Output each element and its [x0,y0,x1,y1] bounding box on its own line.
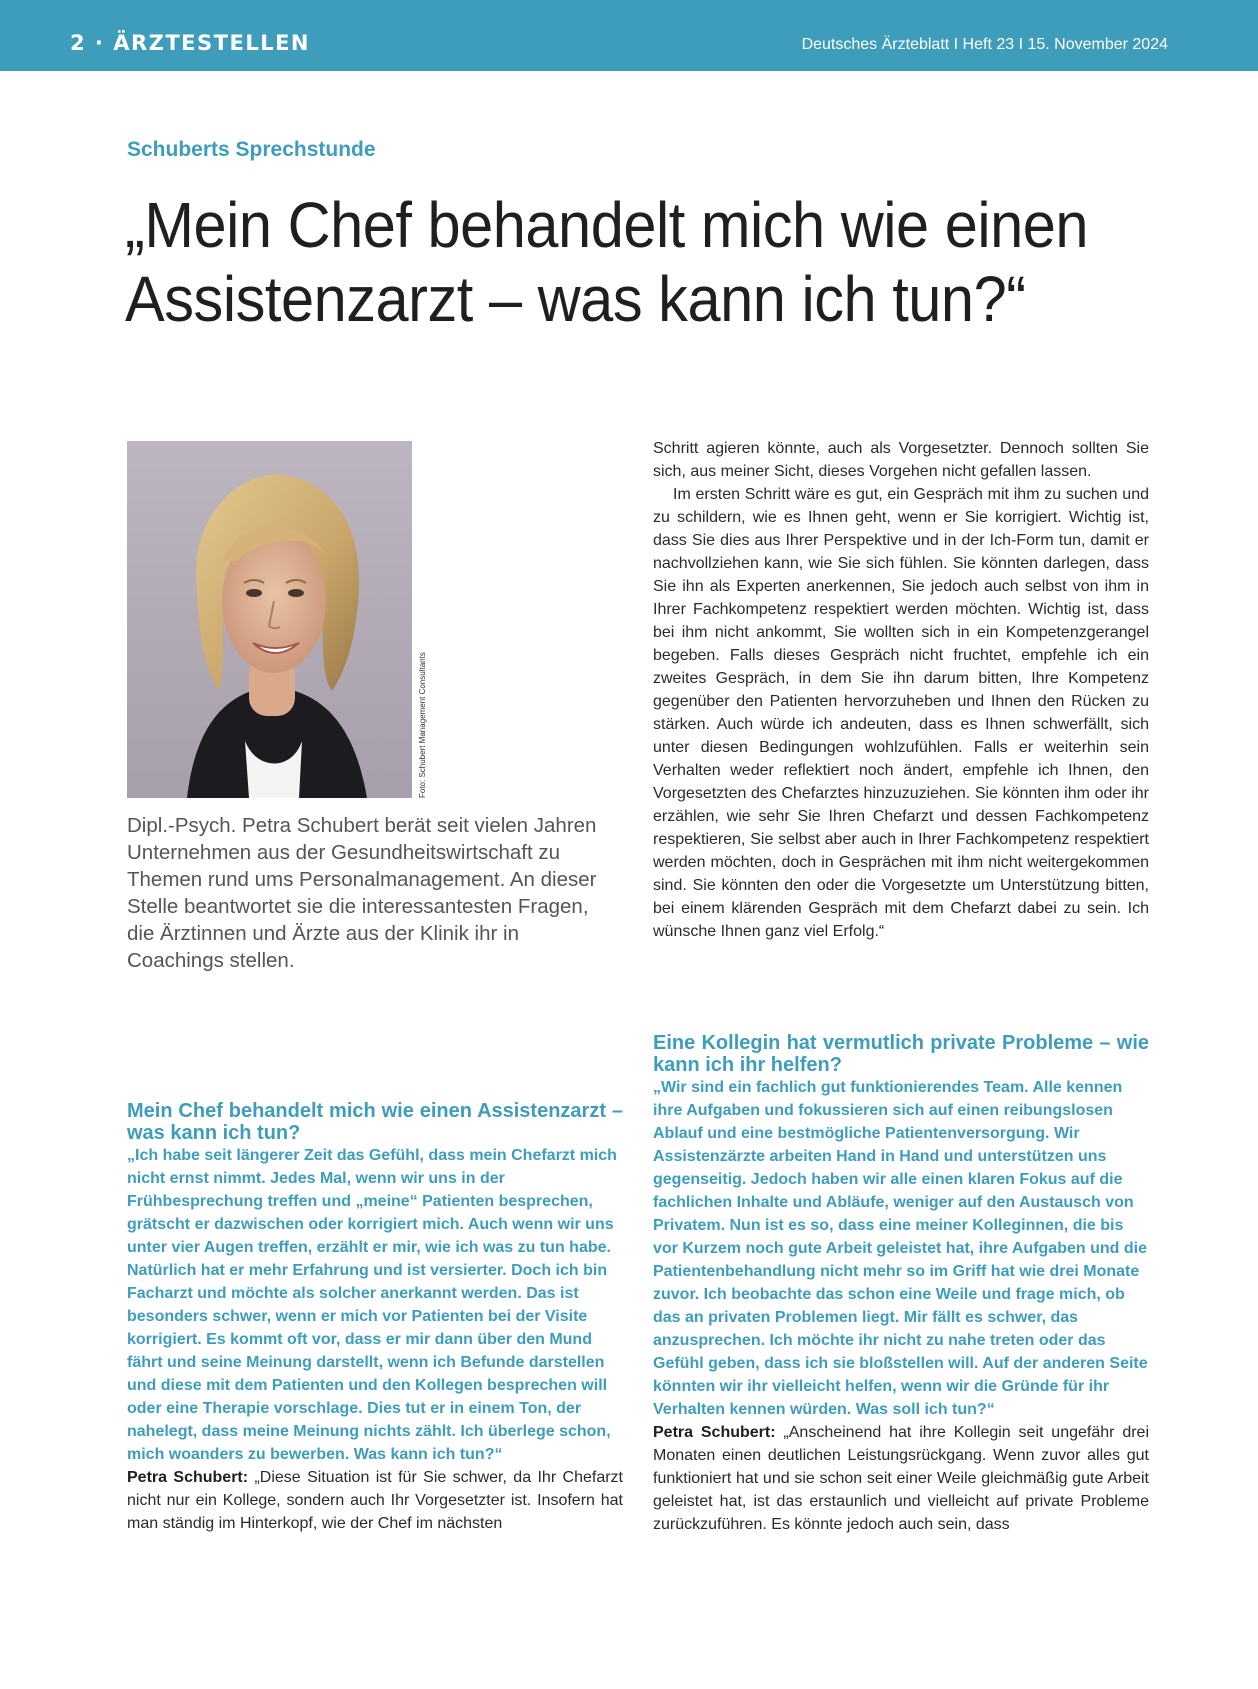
photo-credit: Foto: Schubert Management Consultants [418,652,427,798]
author-portrait [127,441,412,798]
answer-main-paragraph: Im ersten Schritt wäre es gut, ein Gespräch mit ihm zu suchen und zu schildern, wie es Ihnen geht, wenn er Sie korrigiert. Wichtig ist, dass Sie dies aus Ihrer Perspektive und in der Ich-Form tun, damit er nachvollziehen kann, wie Sie sich fühlen. Sie könnten darlegen, dass Sie ihn als Experten anerkennen, Sie jedoch auch selbst von ihm in Ihrer Fachkompetenz respektiert werden möchten. Wichtig ist, dass bei ihm nicht ankommt, Sie wollten sich in ein Kompetenzgerangel begeben. Falls dieses Gespräch nicht fruchtet, empfehle ich ein zweites Gespräch, in dem Sie ihn darum bitten, Ihre Kompetenz gegenüber den Patienten hervorzuheben und Ihnen den Rücken zu stärken. Auch würde ich andeuten, dass es Ihnen schwerfällt, sich unter diesen Bedingungen wohlzufühlen. Falls er weiterhin sein Verhalten weder reflektiert noch ändert, empfehle ich Ihnen, den Vorgesetzten des Chefarztes hinzuzuziehen. Sie könnten ihm oder ihr erzählen, wie sehr Sie Ihren Chefarzt und dessen Fachkompetenz respektieren, Sie selbst aber auch in Ihrer Fachkompetenz respektiert werden möchten, doch in Gesprächen mit ihm nicht weitergekommen sind. Sie könnten den oder die Vorgesetzte um Unterstützung bitten, bei einem klärenden Gespräch mit dem Chefarzt dabei zu sein. Ich wünsche Ihnen ganz viel Erfolg.“ [653,486,1149,940]
question-1-text: „Ich habe seit längerer Zeit das Gefühl, dass mein Chefarzt mich nicht ernst nimmt. Jedes Mal, wenn wir uns in der Frühbesprechung treffen und „meine“ Patienten besprechen, grätscht er dazwischen oder korrigiert mich. Auch wenn wir uns unter vier Augen treffen, erzählt er mir, wie ich was zu tun habe. Natürlich hat er mehr Erfahrung und ist versierter. Doch ich bin Facharzt und möchte als solcher anerkannt werden. Das ist besonders schwer, wenn er mich vor Patienten bei der Visite korrigiert. Es kommt oft vor, dass er mir dann über den Mund fährt und seine Meinung darstellt, wenn ich Befunde darstellen und diese mit dem Patienten und den Kollegen besprechen will oder eine Therapie vorschlage. Dies tut er in einem Ton, der nahelegt, dass meine Meinung nichts zählt. Ich überlege schon, mich woanders zu bewerben. Was kann ich tun?“ [127,1147,617,1463]
section-label: 2 · ÄRZTESTELLEN [70,31,311,55]
answer-2-text: „Anscheinend hat ihre Kollegin seit ungefähr drei Monaten einen deutlichen Leistungsrückgang. Wenn zuvor alles gut funktioniert hat und sie schon seit einer Weile gleichmäßig gute Arbeit geleistet hat, ist das erstaunlich und vielleicht auf private Probleme zurückzuführen. Es könnte jedoch auch sein, dass [653,1424,1150,1533]
page-header [0,0,1258,71]
question-2-block [653,1032,1149,1536]
headline-line-1: „Mein Chef behandelt mich wie einen [125,189,1089,261]
question-2-text: „Wir sind ein fachlich gut funktionierendes Team. Alle kennen ihre Aufgaben und fokussieren sich auf einen reibungslosen Ablauf und eine bestmögliche Patientenversorgung. Wir Assistenzärzte arbeiten Hand in Hand und unterstützen uns gegenseitig. Jedoch haben wir alle einen klaren Fokus auf die fachlichen Inhalte und Abläufe, weniger auf den Austausch von Privatem. Nun ist es so, dass eine meiner Kolleginnen, die bis vor Kurzem noch gute Arbeit geleistet hat, ihre Aufgaben und die Patientenbehandlung nicht mehr so im Griff hat wie drei Monate zuvor. Ich beobachte das schon eine Weile und frage mich, ob das an privaten Problemen liegt. Mir fällt es schwer, das anzusprechen. Ich möchte ihr nicht zu nahe treten oder das Gefühl geben, dass ich sie bloßstellen will. Auf der anderen Seite könnten wir ihr vielleicht helfen, wenn wir die Gründe für ihr Verhalten kennen würden. Was soll ich tun?“ [653,1079,1148,1418]
issue-info: Deutsches Ärzteblatt I Heft 23 I 15. November 2024 [801,36,1168,53]
right-column-continuation [653,437,1149,943]
answer-1-author: Petra Schubert: [127,1469,249,1486]
question-1-answer [127,1466,623,1535]
headline-line-2: Assistenzarzt – was kann ich tun?“ [125,263,1026,335]
author-bio: Dipl.-Psych. Petra Schubert berät seit vielen Jahren Unternehmen aus der Gesundheitswirtschaft zu Themen rund ums Personalmanagement. An dieser Stelle beantwortet sie die interessantesten Fragen, die Ärztinnen und Ärzte aus der Klinik ihr in Coachings stellen. [127,814,597,972]
question-1-title: Mein Chef behandelt mich wie einen Assistenzarzt – was kann ich tun? [127,1100,623,1144]
column-kicker: Schuberts Sprechstunde [127,138,376,161]
question-2-answer [653,1421,1149,1536]
answer-continuation-paragraph: Schritt agieren könnte, auch als Vorgesetzter. Dennoch sollten Sie sich, aus meiner Sicht, dieses Vorgehen nicht gefallen lassen. [653,440,1149,480]
question-1-block [127,1100,623,1535]
answer-1-text: „Diese Situation ist für Sie schwer, da Ihr Chefarzt nicht nur ein Kollege, sondern auch Ihr Vorgesetzter ist. Insofern hat man ständig im Hinterkopf, wie der Chef im nächsten [127,1469,623,1532]
portrait-illustration [127,441,412,798]
answer-2-author: Petra Schubert: [653,1424,776,1441]
question-2-title: Eine Kollegin hat vermutlich private Probleme – wie kann ich ihr helfen? [653,1032,1149,1076]
article-headline [125,188,1111,336]
